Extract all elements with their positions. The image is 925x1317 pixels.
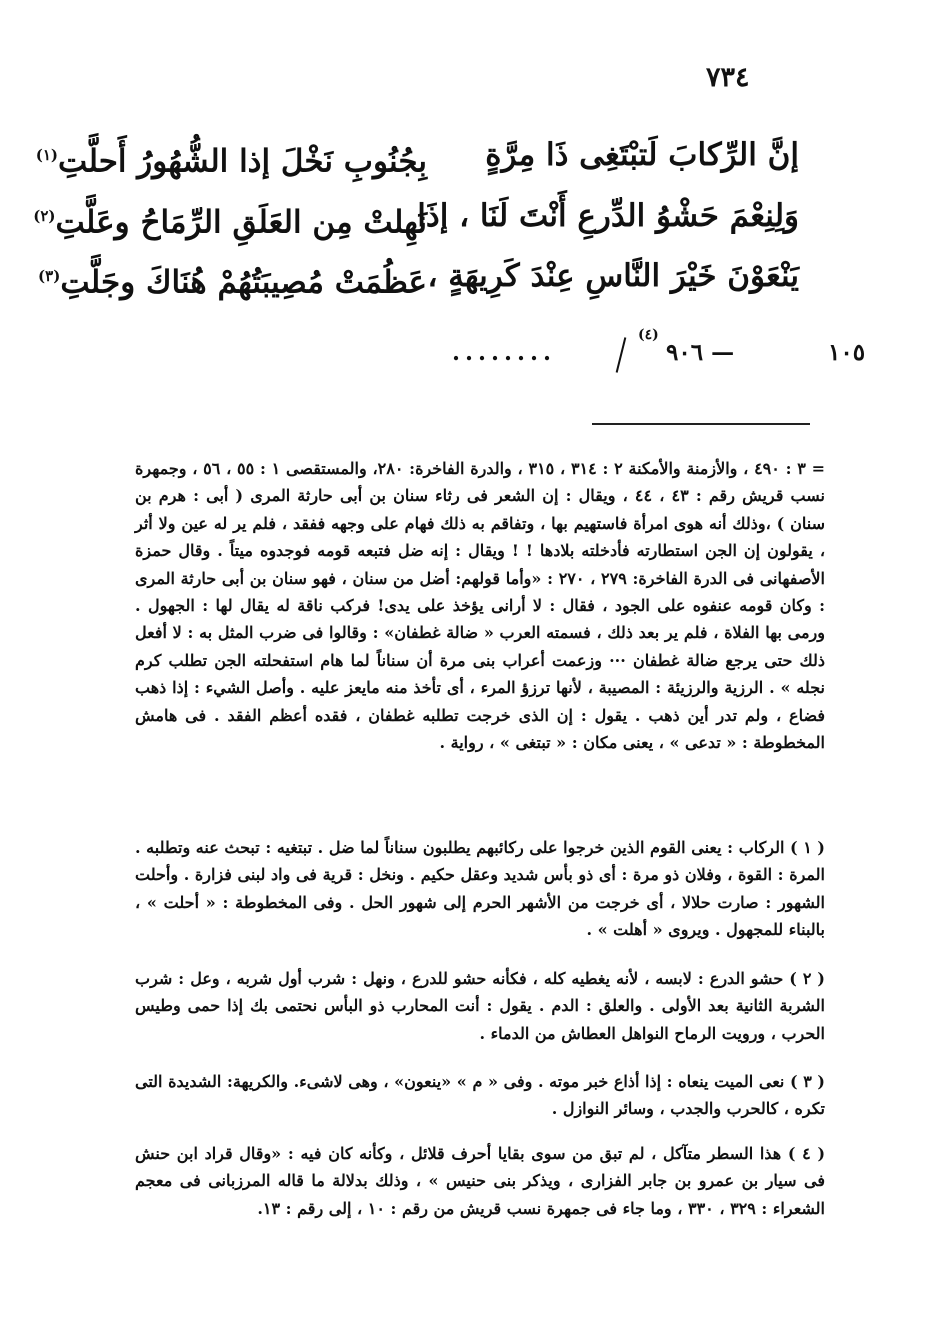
poem-line-1-second-text: بِجُنُوبِ نَخْلَ إذا الشُّهُورُ أَحلَّتِ xyxy=(58,143,427,180)
index-number: ١٠٥ xyxy=(828,339,866,366)
footnote-ref-3: (٣) xyxy=(38,267,61,285)
poem-line-2-first-hemistich: وَلِنِعْمَ حَشْوُ الدِّرعِ أَنْتَ لَنَا ، إذَا xyxy=(417,198,799,234)
poem-line-2-second-hemistich xyxy=(33,186,427,252)
notes-continued xyxy=(135,455,825,756)
poem-line-1-second-hemistich xyxy=(35,125,427,191)
poem-line-2-second-text: نَهِلتْ مِن العَلَقِ الرِّمَاحُ وعَلَّتِ xyxy=(55,204,427,241)
footnote-1 xyxy=(135,834,825,944)
poem-line-1-first-hemistich: إنَّ الرِّكابَ لَتبْتَغِى ذَا مِرَّةٍ xyxy=(485,137,799,173)
poem-line-3-first-hemistich: يَنْعَوْنَ خَيْرَ النَّاسِ عِنْدَ كَرِيهَةٍ ، xyxy=(427,258,799,294)
footnote-divider xyxy=(592,423,810,425)
footnote-ref-1: (١) xyxy=(35,146,59,164)
poem-line-3-second-hemistich xyxy=(38,246,427,312)
footnote-1-text: ( ١ ) الركاب : يعنى القوم الذين خرجوا على ركائبهم يطلبون سناناً لما ضل . تبتغيه : تبحث عنه وتطلبه . المرة : القوة ، وفلان ذو مرة : أى ذو بأس شديد وعقل حكيم . ونخل : قرية فى واد لبنى فزارة . وأحلت الشهور : صارت حلالا ، أى خرجت من الأشهر الحرم إلى شهور الحل . وفى المخطوطة : « أحلت » ، بالبناء للمجهول . ويروى « أهلت » . xyxy=(135,838,825,940)
fragment-heading xyxy=(440,327,880,375)
notes-continued-text: = ٣ : ٤٩٠ ، والأزمنة والأمكنة ٢ : ٣١٤ ، ٣١٥ ، والدرة الفاخرة: ٢٨٠، والمستقصى ١ : ٥٥ ، ٥٦ ، وجمهرة نسب قريش رقم : ٤٣ ، ٤٤ ، ويقال : إن الشعر فى رثاء سنان بن أبى حارثة المرى ( أبى : هرم بن سنان ) ،وذلك أنه هوى امرأة فاستهيم بها ، وتفاقم به ذلك فهام على وجهه ففقد ، فلم ير له عين ولا أثر ، يقولون إن الجن استطارته فأدخلته بلادها ! ! ويقال : إنه ضل فتبعه قومه فوجدوه ميتاً . وقال حمزة الأصفهانى فى الدرة الفاخرة: ٢٧٩ ، ٢٧٠ : «وأما قولهم: أضل من سنان ، فهو سنان بن أبى حارثة المرى : وكان قومه عنفوه على الجود ، فقال : لا أرانى يؤخذ على يدى! فركب ناقة له يقال لها : الجهول . ورمى بها الفلاة ، فلم ير بعد ذلك ، فسمته العرب « ضالة غطفان» : وقالوا فى ضرب المثل به : لا أفعل ذلك حتى يرجع ضالة غطفان ··· وزعمت أعراب بنى مرة أن سناناً لما هام استفحلته الجن تطلب كرم نجله » . الرزية والرزيئة : المصيبة ، لأنها ترزؤ المرء ، أى تأخذ منه مايعز عليه . وأصل الشيء : إذا ذهب فضاع ، ولم تدر أين ذهب . يقول : إن الذى خرجت تطلبه غطفان ، فقده أعظم الفقد . فى هامش المخطوطة : « تدعى » ، يعنى مكان : « تبتغى » ، رواية . xyxy=(135,459,826,753)
footnote-2-text: ( ٢ ) حشو الدرع : لابسه ، لأنه يغطيه كله ، فكأنه حشو للدرع ، ونهل : شرب أول شربه ، وعل : شرب الشربة الثانية بعد الأولى . والعلق : الدم . يقول : أنت المحارب ذو البأس نحتمى بك إذا حمى وطيس الحرب ، ورويت الرماح النواهل العطاش من الدماء . xyxy=(135,969,826,1043)
fragment-number: ٩٠٦ — xyxy=(666,339,735,366)
footnote-3 xyxy=(135,1068,825,1123)
footnote-ref-4: (٤) xyxy=(638,327,659,343)
footnote-4 xyxy=(135,1140,825,1222)
footnote-4-text: ( ٤ ) هذا السطر متآكل ، لم تبق من سوى بقايا أحرف قلائل ، وكأنه كان فيه : «وقال قراد ابن حنش فى سيار بن عمرو بن جابر الفزارى ، ويذكر بنى حنيس » ، وذلك بدلالة ما قاله المرزبانى فى معجم الشعراء : ٣٢٩ ، ٣٣٠ ، وما جاء فى جمهرة نسب قريش من رقم : ١٠ ، إلى رقم : ١٣. xyxy=(135,1144,826,1218)
slash-mark xyxy=(616,337,627,372)
footnote-ref-2: (٢) xyxy=(33,207,56,225)
poem-line-3-second-text: عَظُمَتْ مُصِيبَتُهُمْ هُنَاكَ وجَلَّتِ xyxy=(60,264,427,301)
page-number: ٧٣٤ xyxy=(706,62,750,93)
missing-text-dots: ........ xyxy=(452,339,557,366)
footnote-2 xyxy=(135,965,825,1047)
footnote-3-text: ( ٣ ) نعى الميت ينعاه : إذا أذاع خبر موته . وفى « م » «ينعون» ، وهى لاشىء. والكريهة: الشديدة التى تكره ، كالحرب والجدب ، وسائر النوازل . xyxy=(135,1072,825,1119)
